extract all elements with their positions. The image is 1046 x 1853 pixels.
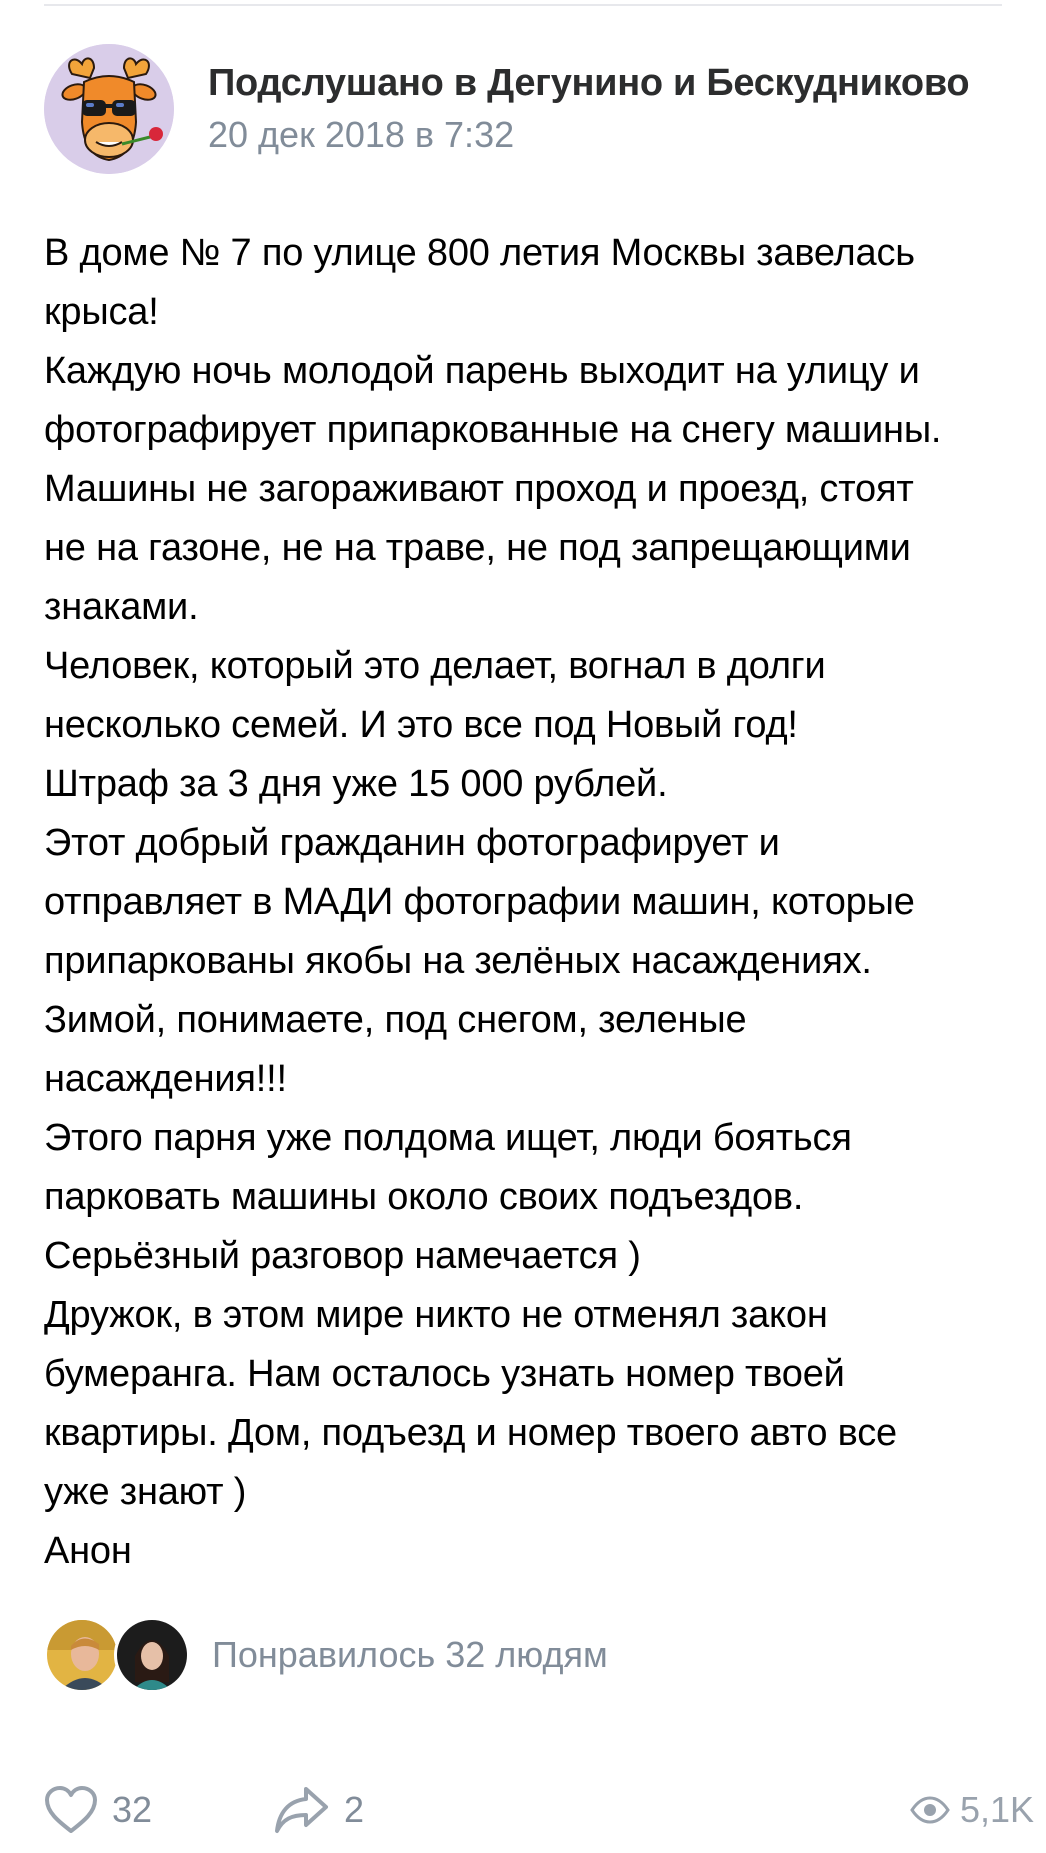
post-text-line: уже знают ) xyxy=(44,1471,247,1513)
moose-with-sunglasses-icon xyxy=(44,44,174,174)
post-text-line: крыса! xyxy=(44,291,159,333)
post-text-line: несколько семей. И это все под Новый год! xyxy=(44,704,798,746)
likes-count-text[interactable]: Понравилось 32 людям xyxy=(212,1634,608,1675)
share-button[interactable] xyxy=(274,1785,474,1835)
user-photo-icon xyxy=(47,1620,117,1690)
post-text-line: Машины не загораживают проход и проезд, стоят xyxy=(44,468,914,510)
group-avatar[interactable] xyxy=(44,44,174,174)
views-counter xyxy=(910,1789,1034,1831)
post-text-line: Зимой, понимаете, под снегом, зеленые xyxy=(44,999,747,1041)
post-text-line: В доме № 7 по улице 800 летия Москвы завелась xyxy=(44,232,915,274)
post-text-line: парковать машины около своих подъездов. xyxy=(44,1176,804,1218)
views-count: 5,1K xyxy=(959,1789,1034,1830)
post-text-line: Человек, который это делает, вогнал в долги xyxy=(44,645,826,687)
post-text-line: Этого парня уже полдома ищет, люди бояться xyxy=(44,1117,852,1159)
post-text-line: Серьёзный разговор намечается ) xyxy=(44,1235,641,1277)
share-count: 2 xyxy=(344,1789,365,1830)
post-text-line: Этот добрый гражданин фотографирует и xyxy=(44,822,780,864)
post-text-line: фотографирует припаркованные на снегу машины. xyxy=(44,409,942,451)
like-button[interactable] xyxy=(44,1785,274,1835)
wall-post xyxy=(44,44,1034,1581)
post-action-bar xyxy=(44,1775,1034,1845)
post-text-line: Штраф за 3 дня уже 15 000 рублей. xyxy=(44,763,668,805)
share-arrow-icon xyxy=(274,1785,330,1835)
user-photo-icon xyxy=(117,1620,187,1690)
post-header-text xyxy=(208,59,969,159)
like-count: 32 xyxy=(112,1789,153,1830)
heart-icon xyxy=(44,1785,98,1835)
post-date[interactable]: 20 дек 2018 в 7:32 xyxy=(208,114,515,155)
post-text-line: знаками. xyxy=(44,586,199,628)
post-text xyxy=(44,224,1034,1581)
eye-icon xyxy=(910,1796,950,1824)
post-text-line: Анон xyxy=(44,1530,132,1572)
post-text-line: Дружок, в этом мире никто не отменял закон xyxy=(44,1294,828,1336)
post-text-line: квартиры. Дом, подъезд и номер твоего авто все xyxy=(44,1412,897,1454)
post-text-line: припаркованы якобы на зелёных насаждениях. xyxy=(44,940,872,982)
liker-avatar[interactable] xyxy=(114,1617,190,1693)
post-text-line: Каждую ночь молодой парень выходит на улицу и xyxy=(44,350,920,392)
likes-summary[interactable] xyxy=(44,1615,608,1695)
post-text-line: бумеранга. Нам осталось узнать номер твоей xyxy=(44,1353,845,1395)
post-text-line: не на газоне, не на траве, не под запрещающими xyxy=(44,527,911,569)
post-text-line: отправляет в МАДИ фотографии машин, которые xyxy=(44,881,915,923)
liker-avatar[interactable] xyxy=(44,1617,120,1693)
group-name[interactable]: Подслушано в Дегунино и Бескудниково xyxy=(208,62,970,104)
post-header xyxy=(44,44,1034,174)
top-divider xyxy=(44,4,1002,6)
post-text-line: насаждения!!! xyxy=(44,1058,287,1100)
